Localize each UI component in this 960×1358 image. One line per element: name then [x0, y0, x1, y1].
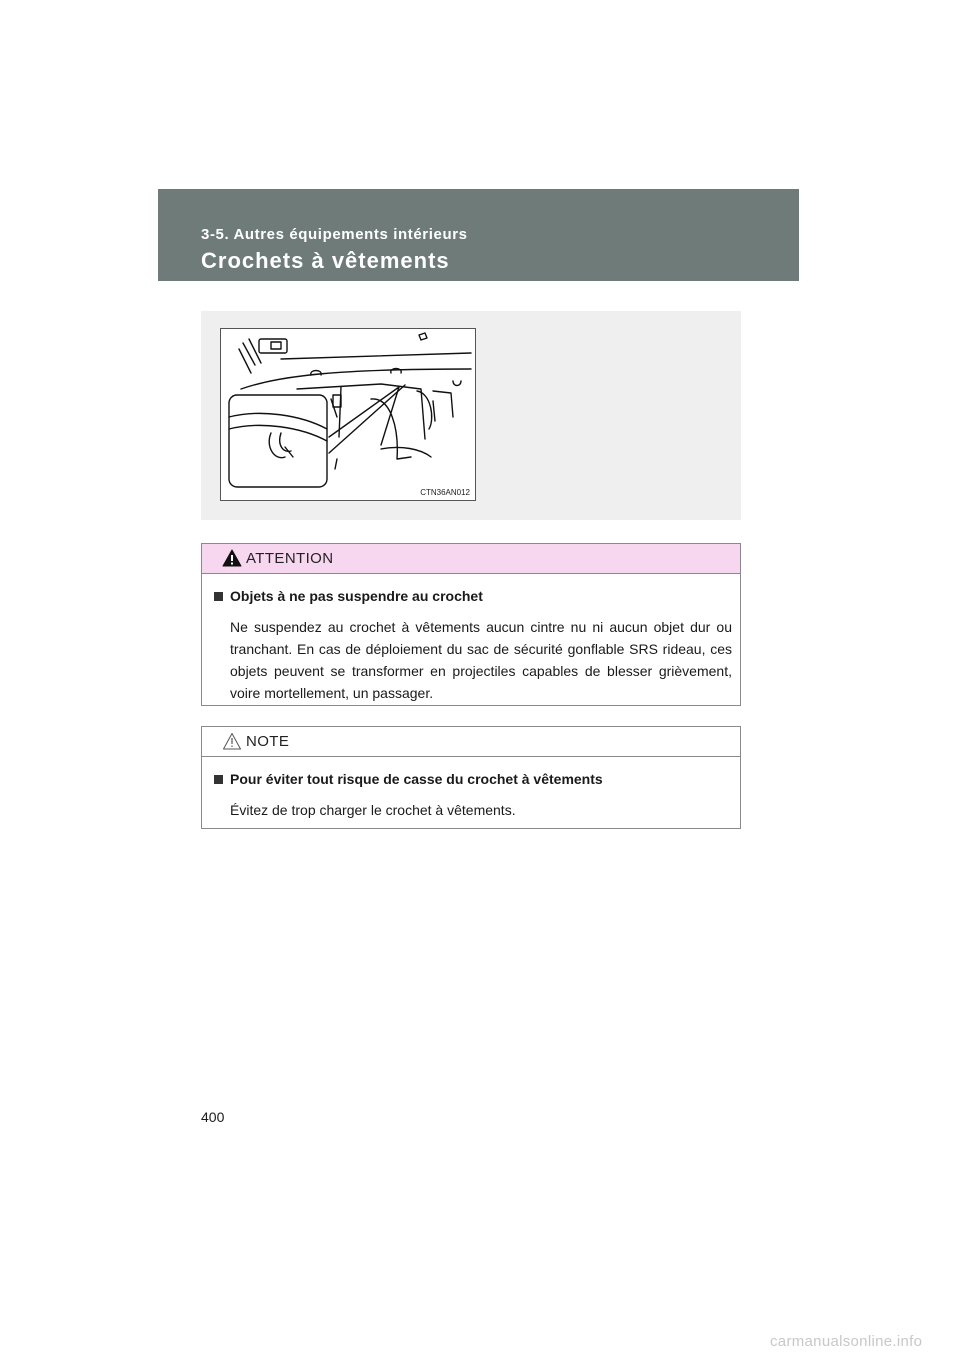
page-number: 400 — [201, 1109, 225, 1125]
note-box — [201, 726, 741, 829]
figure-panel — [201, 311, 741, 520]
attention-item-text: Ne suspendez au crochet à vêtements aucun cintre nu ni aucun objet dur ou tranchant. En cas de déploiement du sac de sécurité gonflable SRS rideau, ces objets peuvent se transformer en projectiles capables de blesser grièvement, voire mortellement, un passager. — [230, 619, 732, 701]
caution-triangle-icon — [222, 732, 242, 750]
attention-item-title — [214, 588, 732, 604]
coat-hook-illustration — [220, 328, 476, 501]
note-item-text: Évitez de trop charger le crochet à vêtements. — [230, 802, 516, 818]
section-label: 3-5. Autres équipements intérieurs — [201, 226, 468, 243]
attention-header — [202, 544, 740, 574]
note-item-title-text: Pour éviter tout risque de casse du crochet à vêtements — [230, 771, 603, 787]
square-bullet-icon — [214, 775, 223, 784]
car-interior-drawing — [221, 329, 476, 501]
watermark: carmanualsonline.info — [770, 1333, 923, 1350]
note-item-title — [214, 771, 732, 787]
warning-triangle-icon — [222, 549, 242, 567]
note-body — [202, 757, 740, 835]
page-title: Crochets à vêtements — [201, 248, 450, 273]
attention-heading: ATTENTION — [246, 550, 334, 567]
attention-item-title-text: Objets à ne pas suspendre au crochet — [230, 588, 483, 604]
note-heading: NOTE — [246, 733, 290, 750]
attention-body — [202, 574, 740, 718]
square-bullet-icon — [214, 592, 223, 601]
note-header — [202, 727, 740, 757]
attention-box — [201, 543, 741, 706]
figure-code: CTN36AN012 — [420, 488, 470, 497]
